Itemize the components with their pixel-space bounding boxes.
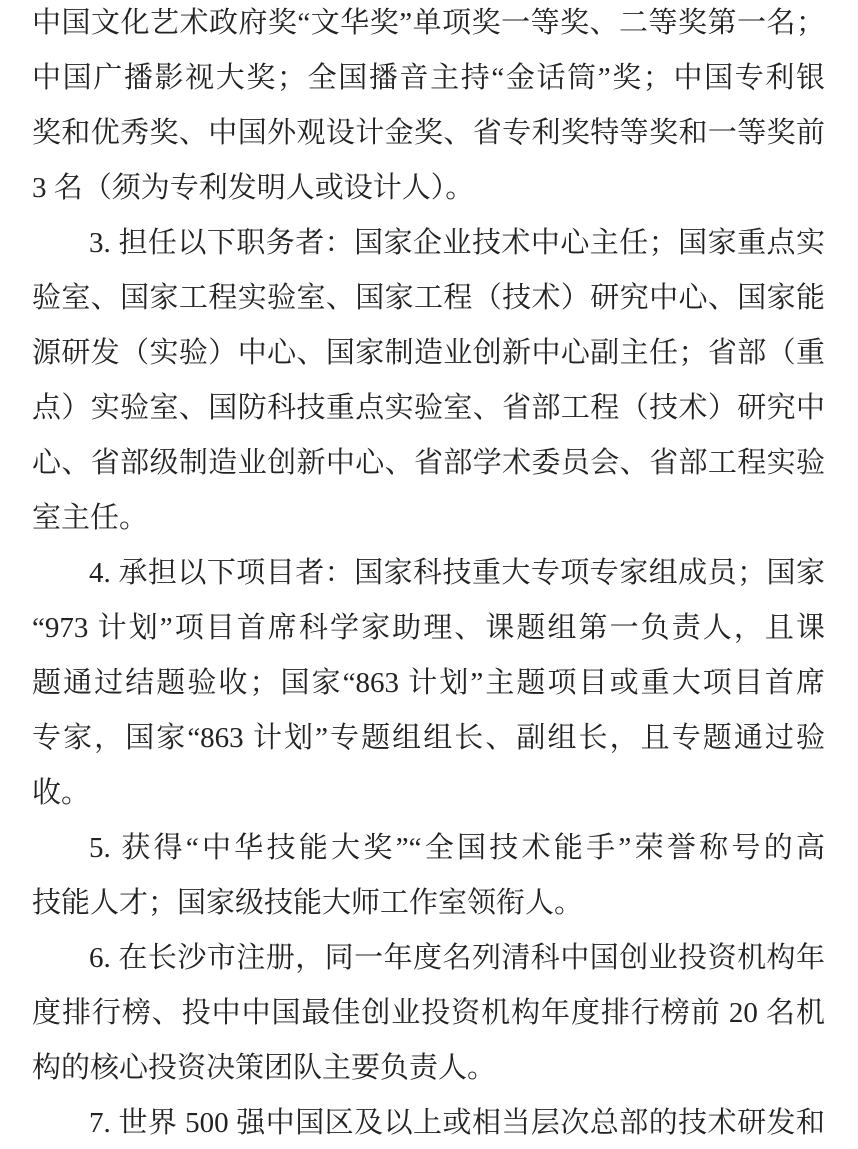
text-line: 4. 承担以下项目者：国家科技重大专项专家组成员；国家 (89, 557, 825, 589)
text-line: 源研发（实验）中心、国家制造业创新中心副主任；省部（重 (32, 337, 825, 369)
text-line: 6. 在长沙市注册，同一年度名列清科中国创业投资机构年 (89, 942, 825, 974)
text-line: 收。 (32, 777, 91, 809)
text-line: 室主任。 (32, 502, 149, 534)
text-line: 技能人才；国家级技能大师工作室领衔人。 (32, 887, 584, 919)
text-line: 度排行榜、投中中国最佳创业投资机构年度排行榜前 20 名机 (32, 997, 825, 1029)
text-line: 题通过结题验收；国家“863 计划”主题项目或重大项目首席 (32, 667, 825, 699)
text-line: 中国广播影视大奖；全国播音主持“金话筒”奖；中国专利银 (32, 62, 825, 94)
document-text-block (32, 0, 825, 1149)
text-line: 专家，国家“863 计划”专题组组长、副组长，且专题通过验 (32, 722, 825, 754)
text-line: 3 名（须为专利发明人或设计人）。 (32, 172, 475, 204)
text-line: 构的核心投资决策团队主要负责人。 (32, 1052, 497, 1084)
text-line: 5. 获得“中华技能大奖”“全国技术能手”荣誉称号的高 (89, 832, 825, 864)
text-line: 验室、国家工程实验室、国家工程（技术）研究中心、国家能 (32, 282, 825, 314)
text-line: 7. 世界 500 强中国区及以上或相当层次总部的技术研发和 (89, 1107, 825, 1139)
text-line: 中国文化艺术政府奖“文华奖”单项奖一等奖、二等奖第一名； (32, 7, 825, 39)
text-line: 3. 担任以下职务者：国家企业技术中心主任；国家重点实 (89, 227, 825, 259)
text-line: “973 计划”项目首席科学家助理、课题组第一负责人，且课 (32, 612, 825, 644)
text-line: 点）实验室、国防科技重点实验室、省部工程（技术）研究中 (32, 392, 825, 424)
text-line: 心、省部级制造业创新中心、省部学术委员会、省部工程实验 (32, 447, 825, 479)
text-line: 奖和优秀奖、中国外观设计金奖、省专利奖特等奖和一等奖前 (32, 117, 825, 149)
